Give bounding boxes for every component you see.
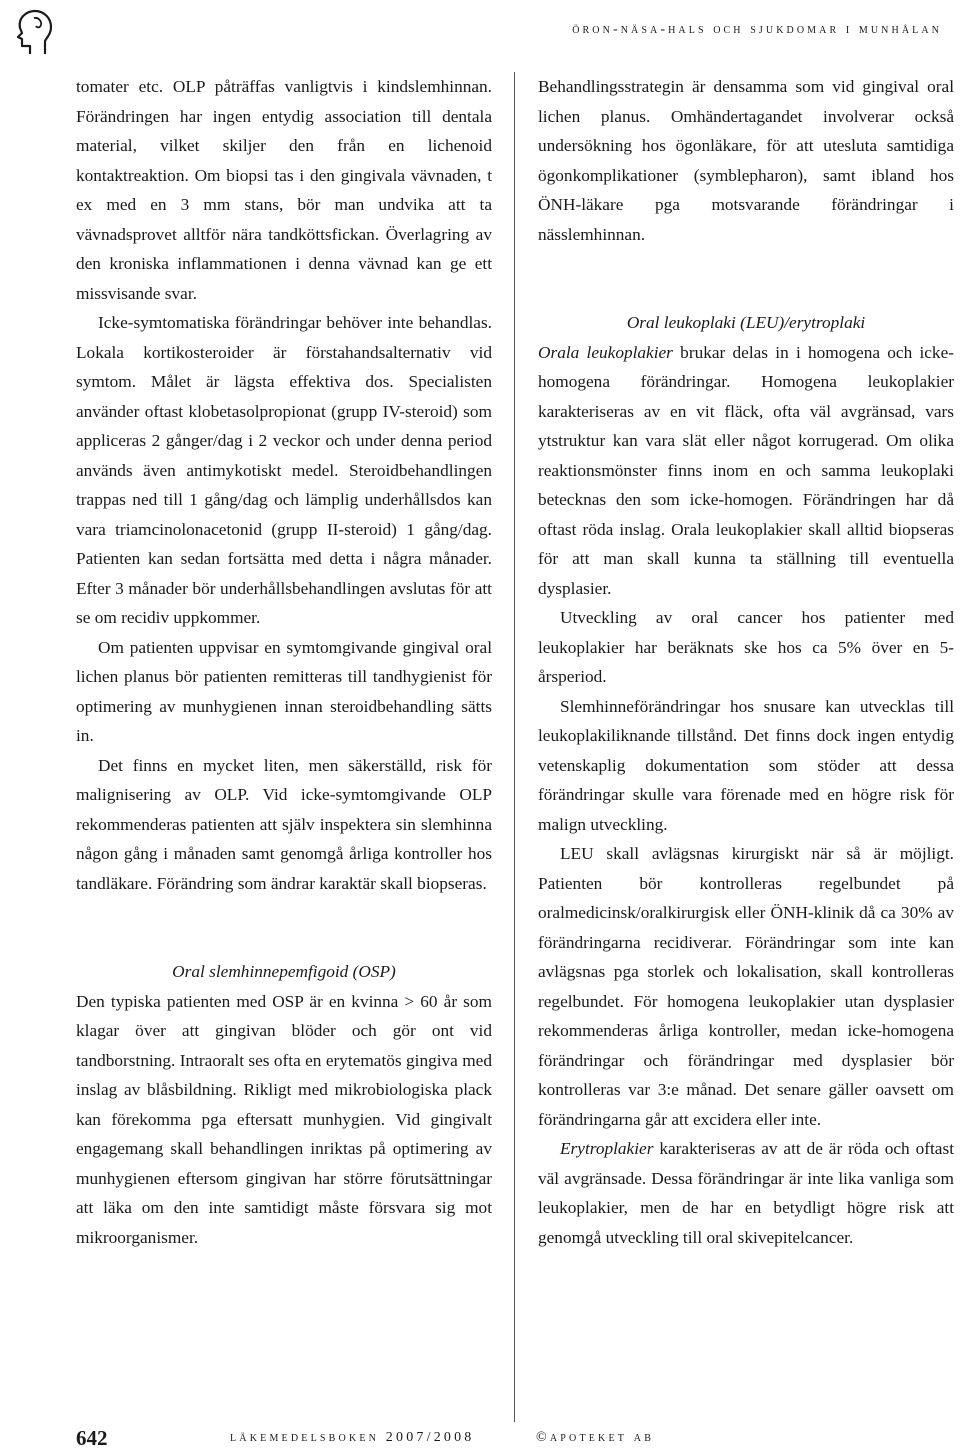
paragraph: [538, 338, 954, 604]
section-heading-leu: Oral leukoplaki (LEU)/erytroplaki: [626, 313, 866, 332]
paragraph: [538, 1134, 954, 1252]
paragraph: Slemhinneförändringar hos snusare kan utvecklas till leukoplakiliknande tillstånd. Det finns dock ingen entydig vetenskaplig dokumentation som stöder att dessa förändringar skulle vara förenade med en högre risk för malign utveckling.: [538, 696, 954, 834]
page-number: 642: [76, 1426, 108, 1450]
paragraph: Den typiska patienten med OSP är en kvinna > 60 år som klagar över att gingivan blöder och gör ont vid tandborstning. Intraoralt ses ofta en erytematös gingiva med inslag av blåsbildning. Rikligt med mikrobiologiska plack kan förekomma pga eftersatt munhygien. Vid gingivalt engagemang skall behandlingen inriktas på optimering av munhygienen eftersom gingivan har större förutsättningar att läka om den inte samtidigt måste försvara sig mot mikroorganismer.: [76, 991, 492, 1247]
page-footer: [76, 1428, 936, 1454]
publisher: ©apoteket ab: [536, 1430, 655, 1445]
paragraph: Icke-symtomatiska förändringar behöver inte behandlas. Lokala kortikosteroider är förstahandsalternativ vid symtom. Målet är lägsta effektiva dos. Specialisten använder oftast klobetasolpropionat (grupp IV-steroid) som appliceras 2 gånger/dag i 2 veckor och under denna period används även antimykotiskt medel. Steroidbehandlingen trappas ned till 1 gång/dag och lämplig underhållsdos kan vara triamcinolonacetonid (grupp II-steroid) 1 gång/dag. Patienten kan sedan fortsätta med detta i några månader. Efter 3 månader bör underhållsbehandlingen avslutas för att se om recidiv uppkommer.: [76, 313, 492, 627]
paragraph-text: karakteriseras av att de är röda och oftast väl avgränsade. Dessa förändringar är inte lika vanliga som leukoplakier, men de har en betydligt högre risk att genomgå utveckling till oral skivepitelcancer.: [538, 1139, 954, 1247]
book-title: läkemedelsboken 2007/2008: [230, 1430, 475, 1445]
paragraph: Utveckling av oral cancer hos patienter med leukoplakier har beräknats ske hos ca 5% över en 5-årsperiod.: [538, 608, 954, 686]
paragraph: Om patienten uppvisar en symtomgivande gingival oral lichen planus bör patienten remitteras till tandhygienist för optimering av munhygienen innan steroidbehandling sätts in.: [76, 637, 492, 745]
left-column: [76, 72, 492, 1252]
head-profile-icon: [10, 8, 56, 58]
running-header: öron-näsa-hals och sjukdomar i munhålan: [572, 22, 942, 37]
term-emphasis: Orala leukoplakier: [538, 342, 673, 362]
paragraph: Det finns en mycket liten, men säkerställd, risk för malignisering av OLP. Vid icke-symtomgivande OLP rekommenderas patienten att själv inspektera sin slemhinna någon gång i månaden samt genomgå årliga kontroller hos tandläkare. Förändring som ändrar karaktär skall biopseras.: [76, 755, 492, 893]
right-column: [538, 72, 954, 1252]
paragraph: Behandlingsstrategin är densamma som vid gingival oral lichen planus. Omhändertagandet involverar också undersökning hos ögonläkare, för att utesluta samtidiga ögonkomplikationer (symblepharon), samt ibland hos ÖNH-läkare pga motsvarande förändringar i nässlemhinnan.: [538, 77, 954, 244]
paragraph: LEU skall avlägsnas kirurgiskt när så är möjligt. Patienten bör kontrolleras regelbundet på oralmedicinsk/oralkirurgisk eller ÖNH-klinik då ca 30% av förändringarna recidiverar. Förändringar som inte kan avlägsnas pga storlek och lokalisation, skall kontrolleras regelbundet. För homogena leukoplakier utan dysplasier rekommenderas årliga kontroller, medan icke-homogena förändringar och förändringar med dysplasier bör kontrolleras var 3:e månad. Det senare gäller oavsett om förändringarna går att excidera eller inte.: [538, 844, 954, 1129]
paragraph-text: brukar delas in i homogena och icke-homogena förändringar. Homogena leukoplakier karakteriseras av en vit fläck, ofta väl avgränsad, vars ytstruktur kan vara slät eller något korrugerad. Om olika reaktionsmönster finns inom en och samma leukoplaki betecknas den som icke-homogen. Förändringen har då oftast röda inslag. Orala leukoplakier skall alltid biopseras för att man skall kunna ta ställning till eventuella dysplasier.: [538, 342, 954, 598]
paragraph: tomater etc. OLP påträffas vanligtvis i kindslemhinnan. Förändringen har ingen entydig association till dentala material, vilket skiljer den från en lichenoid kontaktreaktion. Om biopsi tas i den gingivala vävnaden, t ex med en 3 mm stans, bör man undvika att ta vävnadsprovet alltför nära tandköttsfickan. Överlagring av den kroniska inflammationen i denna vävnad kan ge ett missvisande svar.: [76, 77, 492, 303]
term-emphasis: Erytroplakier: [560, 1139, 654, 1158]
section-heading-osp: Oral slemhinnepemfigoid (OSP): [172, 962, 396, 981]
column-divider: [514, 72, 515, 1422]
